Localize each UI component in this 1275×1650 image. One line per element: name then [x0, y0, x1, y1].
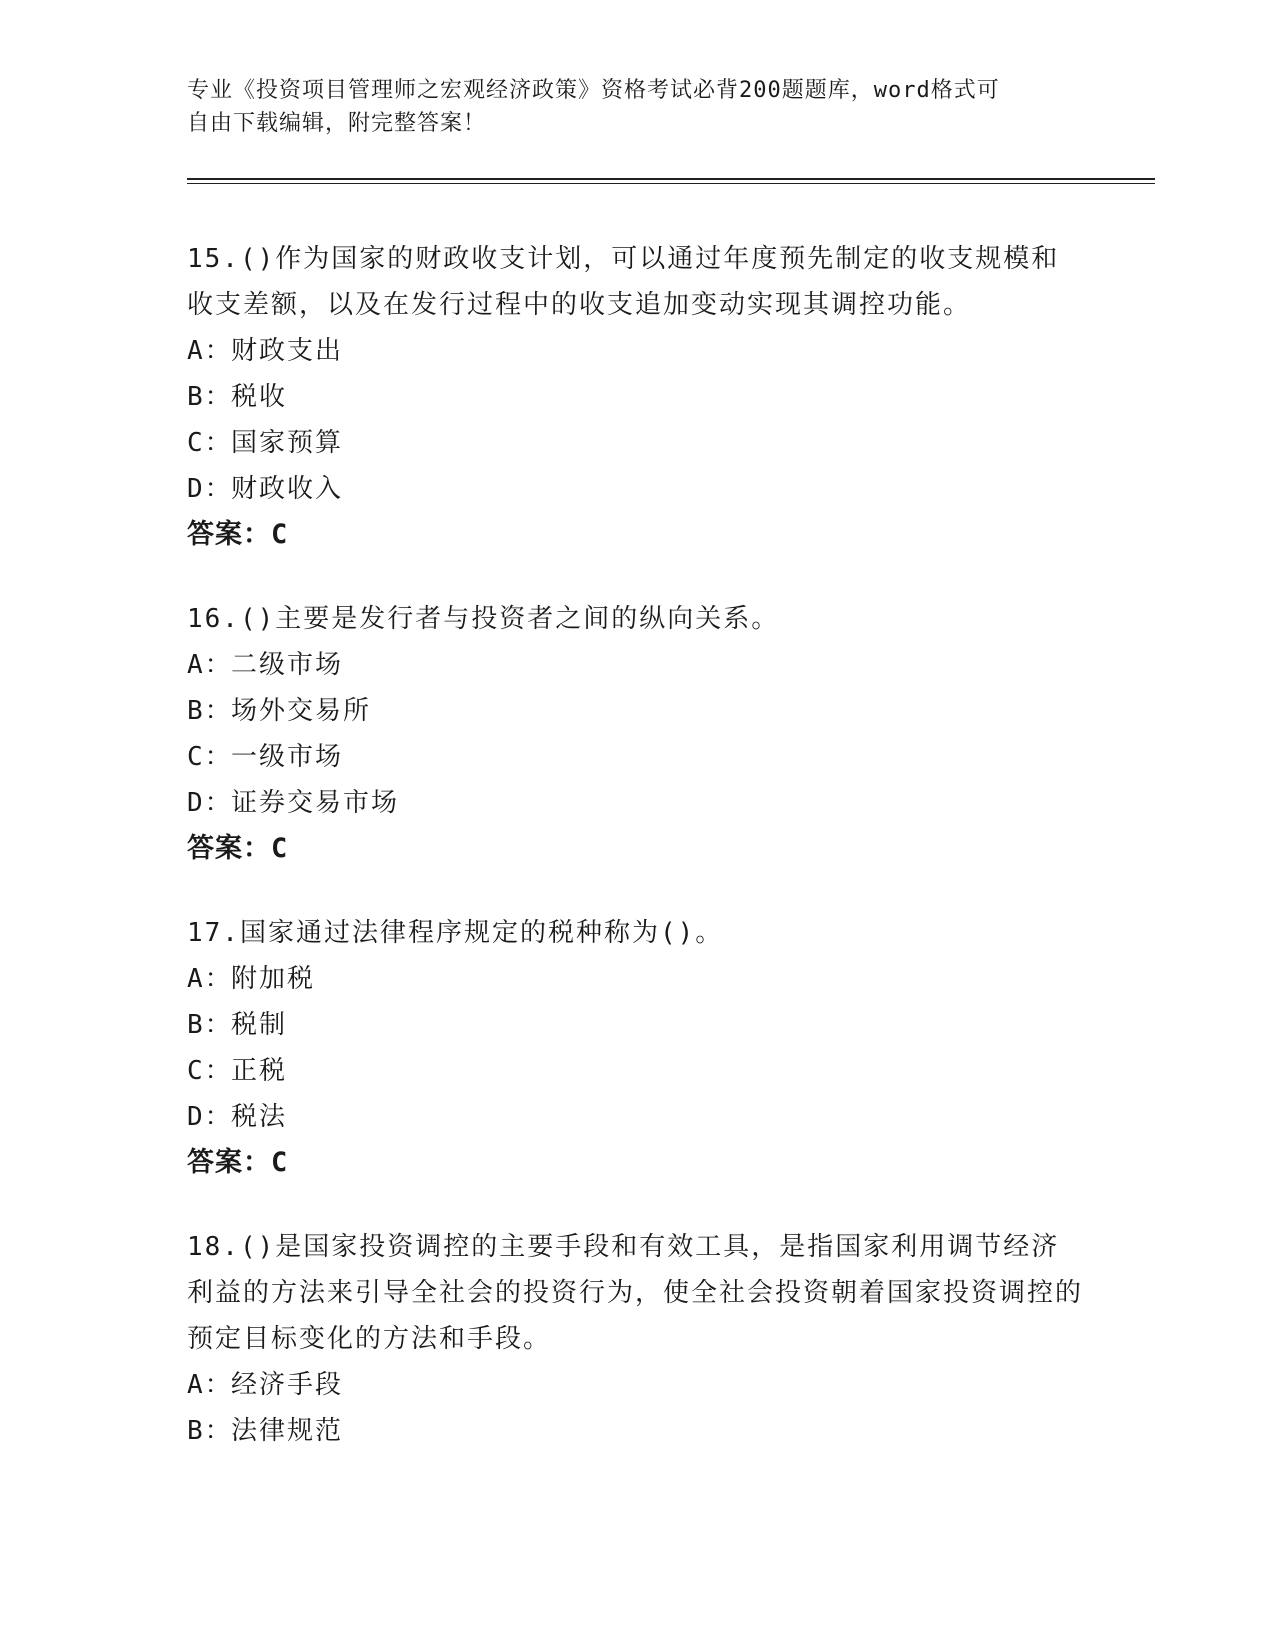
header-divider-thin: [187, 183, 1155, 184]
answer-line: 答案：C: [187, 833, 289, 864]
option-c: [187, 420, 1087, 466]
option-key: B：: [187, 1010, 233, 1040]
option-text: 证券交易市场: [231, 788, 400, 818]
option-c: [187, 1048, 1087, 1094]
option-key: D：: [187, 788, 233, 818]
question-15: [187, 236, 1087, 558]
answer-line: 答案：C: [187, 519, 289, 550]
option-text: 经济手段: [231, 1370, 344, 1400]
option-b: [187, 688, 1087, 734]
option-b: [187, 1002, 1087, 1048]
option-key: D：: [187, 1102, 233, 1132]
option-text: 税法: [231, 1102, 288, 1132]
option-text: 税收: [231, 382, 288, 412]
question-stem: 18.()是国家投资调控的主要手段和有效工具，是指国家利用调节经济利益的方法来引导全社会的投资行为，使全社会投资朝着国家投资调控的预定目标变化的方法和手段。: [187, 1232, 1084, 1354]
option-b: [187, 374, 1087, 420]
option-b: [187, 1408, 1087, 1454]
option-key: A：: [187, 336, 233, 366]
option-d: [187, 1094, 1087, 1140]
option-key: A：: [187, 650, 233, 680]
answer-line: 答案：C: [187, 1147, 289, 1178]
option-text: 财政收入: [231, 474, 344, 504]
option-a: [187, 1362, 1087, 1408]
option-a: [187, 328, 1087, 374]
option-key: D：: [187, 474, 233, 504]
option-text: 一级市场: [231, 742, 344, 772]
header-line-2: 自由下载编辑，附完整答案！: [187, 111, 487, 136]
option-key: A：: [187, 1370, 233, 1400]
option-key: C：: [187, 742, 233, 772]
option-key: C：: [187, 1056, 233, 1086]
question-18: [187, 1224, 1087, 1454]
header-divider-thick: [187, 178, 1155, 180]
question-list: [187, 236, 1087, 1492]
option-c: [187, 734, 1087, 780]
header-line-1: 专业《投资项目管理师之宏观经济政策》资格考试必背200题题库，word格式可: [187, 78, 1000, 103]
option-key: B：: [187, 696, 233, 726]
option-text: 正税: [231, 1056, 288, 1086]
option-d: [187, 466, 1087, 512]
option-key: A：: [187, 964, 233, 994]
option-text: 法律规范: [231, 1416, 344, 1446]
option-text: 税制: [231, 1010, 288, 1040]
option-text: 财政支出: [231, 336, 344, 366]
option-a: [187, 956, 1087, 1002]
question-16: [187, 596, 1087, 872]
option-text: 二级市场: [231, 650, 344, 680]
document-header: [187, 74, 1067, 140]
option-text: 场外交易所: [231, 696, 372, 726]
option-a: [187, 642, 1087, 688]
question-stem: 16.()主要是发行者与投资者之间的纵向关系。: [187, 604, 780, 634]
option-d: [187, 780, 1087, 826]
option-key: C：: [187, 428, 233, 458]
option-key: B：: [187, 382, 233, 412]
question-17: [187, 910, 1087, 1186]
option-key: B：: [187, 1416, 233, 1446]
option-text: 国家预算: [231, 428, 344, 458]
question-stem: 15.()作为国家的财政收支计划，可以通过年度预先制定的收支规模和收支差额，以及在发行过程中的收支追加变动实现其调控功能。: [187, 244, 1060, 320]
question-stem: 17.国家通过法律程序规定的税种称为()。: [187, 918, 724, 948]
option-text: 附加税: [231, 964, 316, 994]
